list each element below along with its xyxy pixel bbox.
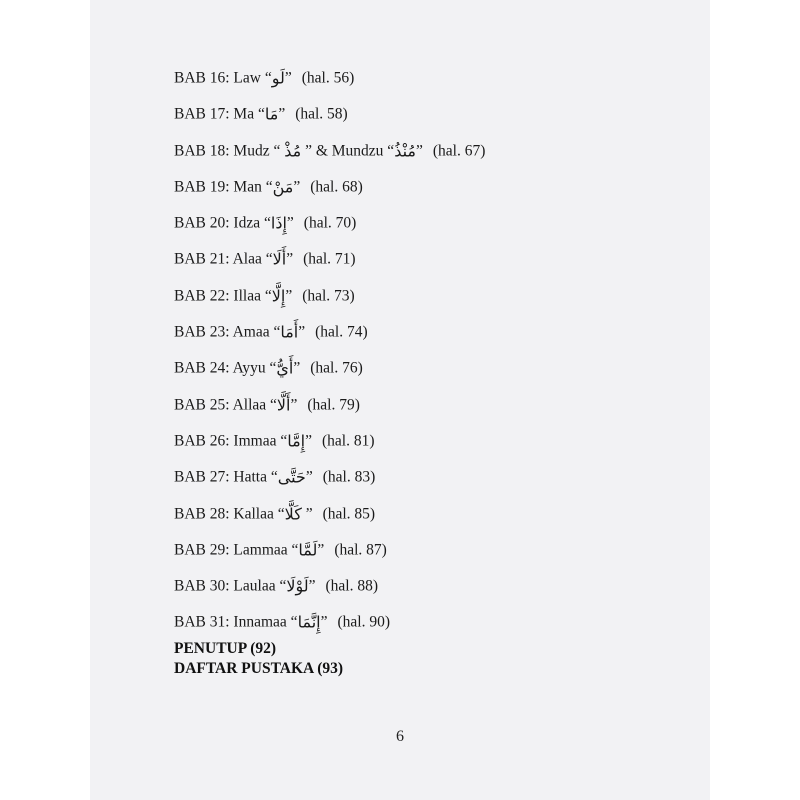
toc-entry-title: BAB 26: Immaa <box>174 432 277 450</box>
page-number: 6 <box>396 728 404 745</box>
quote-close: ” <box>305 468 313 486</box>
toc-page-reference: (hal. 83) <box>322 468 376 486</box>
arabic-term: مُذْ <box>284 141 302 161</box>
toc-entry <box>174 428 694 464</box>
toc-entry <box>174 392 694 428</box>
arabic-term: أَيُّ <box>276 358 294 378</box>
toc-page-reference: (hal. 74) <box>315 323 368 341</box>
quote-open: “ <box>261 250 273 268</box>
toc-entry-title: BAB 23: Amaa <box>174 323 270 341</box>
quote-close: ” <box>301 505 313 522</box>
toc-page-reference: (hal. 71) <box>303 250 356 268</box>
arabic-term: إِذَا <box>270 213 287 233</box>
toc-entry <box>174 210 694 246</box>
quote-open: “ <box>275 577 287 595</box>
quote-open: “ <box>287 541 299 559</box>
quote-close: ” <box>317 541 325 559</box>
arabic-term: أَلَّا <box>276 395 291 415</box>
toc-entry <box>174 501 694 537</box>
quote-open: “ <box>261 178 273 196</box>
quote-close: ” <box>308 577 316 595</box>
arabic-term: لَو <box>271 68 285 88</box>
toc-entry-title: BAB 16: Law <box>174 69 261 87</box>
toc-entry-title: BAB 28: Kallaa <box>174 505 274 522</box>
quote-close: ” <box>285 287 293 305</box>
toc-page-reference: (hal. 88) <box>325 577 379 595</box>
toc-page-reference: (hal. 81) <box>322 432 375 450</box>
toc-entry <box>174 537 694 573</box>
toc-page-reference: (hal. 79) <box>307 396 360 414</box>
toc-entry-title: BAB 17: Ma <box>174 105 255 123</box>
toc-entry <box>174 138 694 174</box>
toc-entry-title: BAB 22: Illaa <box>174 287 261 305</box>
toc-page-reference: (hal. 87) <box>334 541 387 559</box>
toc-entry <box>174 246 694 282</box>
arabic-term: مَا <box>264 104 279 124</box>
quote-close: ” <box>286 214 294 232</box>
quote-open: “ <box>266 396 277 414</box>
toc-page-reference: (hal. 70) <box>303 214 357 232</box>
toc-page-reference: (hal. 73) <box>302 287 355 305</box>
quote-open: “ <box>276 432 288 450</box>
arabic-term: أَمَا <box>280 322 299 342</box>
toc-entry <box>174 319 694 355</box>
toc-page-reference: (hal. 76) <box>310 359 363 377</box>
toc-entry-title: BAB 20: Idza <box>174 214 261 232</box>
arabic-term: أَلَا <box>272 249 287 269</box>
toc-entry-title: BAB 19: Man <box>174 178 262 196</box>
toc-page-reference: (hal. 56) <box>301 69 355 87</box>
toc-page-reference: (hal. 85) <box>322 505 376 522</box>
toc-page-reference: (hal. 68) <box>310 178 363 196</box>
arabic-term: حَتَّى <box>277 467 306 487</box>
arabic-term: لَمَّا <box>298 540 318 560</box>
quote-open: “ <box>269 323 281 341</box>
toc-page-reference: (hal. 90) <box>337 613 390 631</box>
quote-close: ” <box>298 323 306 341</box>
toc-entry-title: BAB 31: Innamaa <box>174 613 287 631</box>
toc-entry <box>174 101 694 137</box>
toc-page-reference: (hal. 58) <box>295 105 348 123</box>
toc-entry-title: BAB 30: Laulaa <box>174 577 276 595</box>
arabic-term: إِلَّا <box>271 286 286 306</box>
quote-close-alt: ” <box>415 142 423 160</box>
quote-open: “ <box>269 142 285 160</box>
toc-entry-title: BAB 18: Mudz <box>174 142 270 160</box>
arabic-term: مَنْ <box>272 177 294 197</box>
toc-entry <box>174 174 694 210</box>
toc-entry <box>174 573 694 609</box>
toc-entry <box>174 464 694 500</box>
quote-open: “ <box>260 287 272 305</box>
quote-open: “ <box>254 105 265 123</box>
arabic-term: كَلَّا <box>284 504 302 523</box>
quote-open: “ <box>260 69 272 87</box>
toc-page-reference: (hal. 67) <box>432 142 486 160</box>
toc-entry-title: BAB 21: Alaa <box>174 250 262 268</box>
toc-entry <box>174 65 694 101</box>
quote-open: “ <box>265 359 277 377</box>
quote-open: “ <box>267 468 278 486</box>
quote-open: “ <box>273 505 285 522</box>
arabic-term: لَوْلَا <box>286 576 309 596</box>
quote-close: ” <box>293 359 301 377</box>
quote-close: ” <box>284 69 292 87</box>
quote-close: ” <box>278 105 286 123</box>
quote-open: “ <box>286 613 298 631</box>
toc-entry-penutup: PENUTUP (92) <box>174 640 277 657</box>
quote-close: ” <box>286 250 294 268</box>
toc-entry <box>174 355 694 391</box>
toc-entry-title: BAB 24: Ayyu <box>174 359 266 377</box>
arabic-term: إِنَّمَا <box>297 612 321 632</box>
toc-entry-title: BAB 29: Lammaa <box>174 541 288 559</box>
quote-close: ” <box>290 396 298 414</box>
quote-close: ” & Mundzu “ <box>301 142 395 160</box>
toc-entry-title: BAB 25: Allaa <box>174 396 267 414</box>
toc-entry-title: BAB 27: Hatta <box>174 468 267 486</box>
quote-close: ” <box>320 613 328 631</box>
quote-close: ” <box>293 178 301 196</box>
table-of-contents <box>174 65 694 646</box>
toc-entry <box>174 283 694 319</box>
quote-close: ” <box>305 432 313 450</box>
toc-entry-daftar-pustaka: DAFTAR PUSTAKA (93) <box>174 660 344 677</box>
arabic-term: إِمَّا <box>287 431 306 451</box>
arabic-term-alt: مُنْذُ <box>394 141 416 161</box>
quote-open: “ <box>260 214 271 232</box>
